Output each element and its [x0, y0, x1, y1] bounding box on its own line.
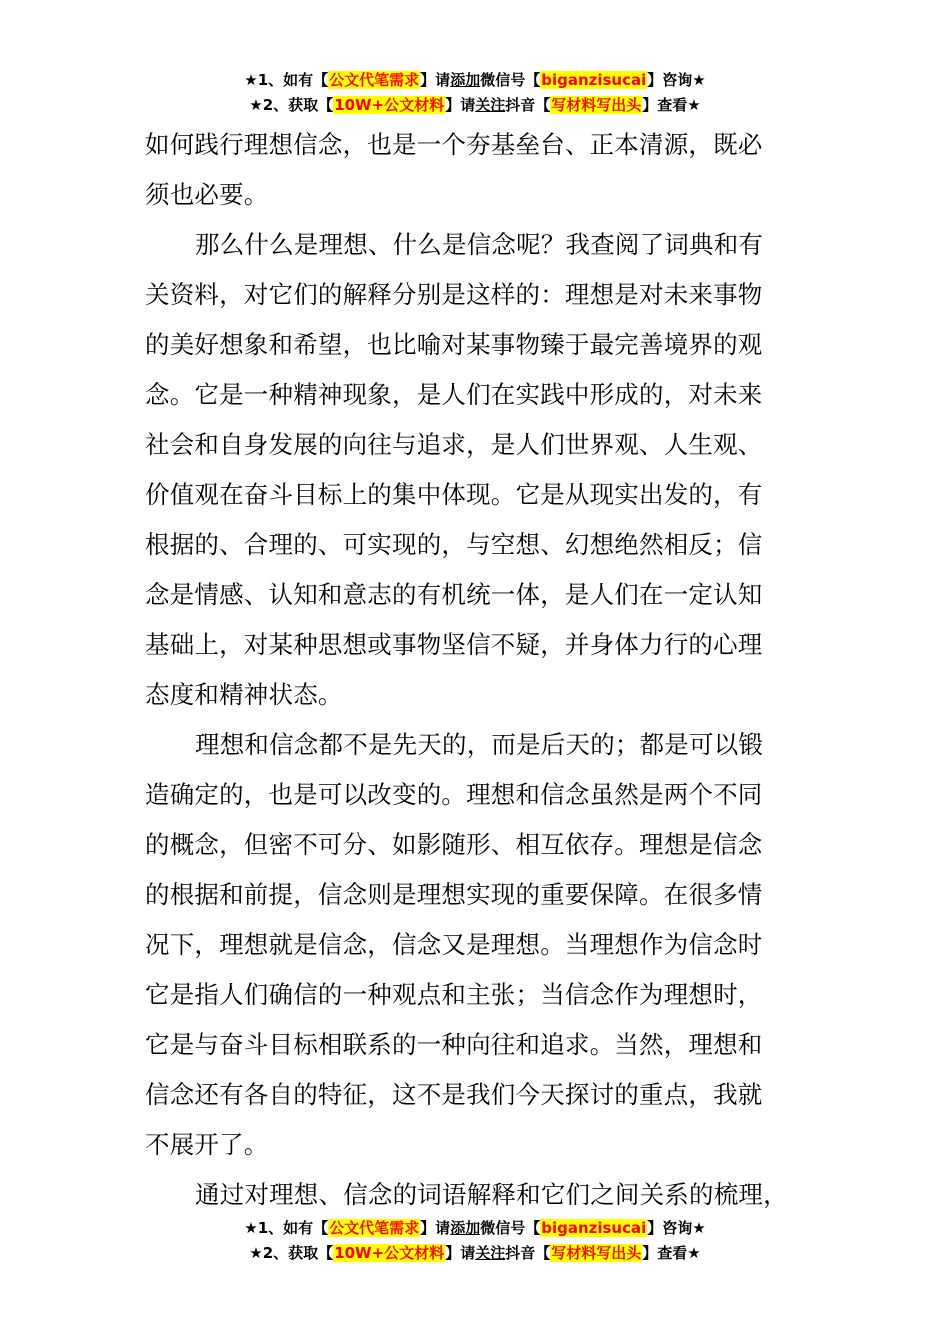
body-line: 念。它是一种精神现象，是人们在实践中形成的，对未来 [145, 380, 763, 409]
body-line: 那么什么是理想、什么是信念呢？我查阅了词典和有 [195, 230, 764, 259]
body-line: 理想和信念都不是先天的，而是后天的；都是可以锻 [195, 730, 764, 759]
banner-line-2 [0, 1241, 950, 1266]
underlined-text: 关注 [475, 96, 506, 114]
body-line: 的美好想象和希望，也比喻对某事物臻于最完善境界的观 [145, 330, 763, 359]
banner-line-1 [0, 1216, 950, 1241]
highlight-wechat-id: biganzisucai [541, 1219, 647, 1237]
body-line: 念是情感、认知和意志的有机统一体，是人们在一定认知 [145, 580, 763, 609]
banner-line-1 [0, 68, 950, 93]
banner-text: ★1、如有【 [244, 1219, 329, 1237]
highlight-wechat-id: biganzisucai [541, 71, 647, 89]
body-line: 基础上，对某种思想或事物坚信不疑，并身体力行的心理 [145, 630, 763, 659]
body-line: 况下，理想就是信念，信念又是理想。当理想作为信念时 [145, 930, 763, 959]
banner-text: 微信号【 [480, 71, 541, 89]
banner-text: 抖音【 [505, 1244, 551, 1262]
body-line: 如何践行理想信念，也是一个夯基垒台、正本清源，既必 [145, 130, 763, 159]
banner-text: ★2、获取【 [249, 1244, 334, 1262]
body-line: 根据的、合理的、可实现的，与空想、幻想绝然相反；信 [145, 530, 763, 559]
body-line: 它是与奋斗目标相联系的一种向往和追求。当然，理想和 [145, 1030, 763, 1059]
document-body [145, 120, 835, 1220]
banner-text: 】咨询★ [647, 1219, 706, 1237]
body-line: 的概念，但密不可分、如影随形、相互依存。理想是信念 [145, 830, 763, 859]
highlight-douyin-account: 写材料写出头 [551, 96, 642, 114]
banner-text: 微信号【 [480, 1219, 541, 1237]
body-line: 须也必要。 [145, 180, 269, 209]
banner-line-2 [0, 93, 950, 118]
underlined-text: 添加 [450, 71, 481, 89]
body-line: 关资料，对它们的解释分别是这样的：理想是对未来事物 [145, 280, 763, 309]
highlight-service: 公文代笔需求 [329, 71, 420, 89]
footer-banner [0, 1216, 950, 1266]
body-line: 信念还有各自的特征，这不是我们今天探讨的重点，我就 [145, 1080, 763, 1109]
body-line: 态度和精神状态。 [145, 680, 343, 709]
body-line: 社会和自身发展的向往与追求，是人们世界观、人生观、 [145, 430, 763, 459]
banner-text: ★2、获取【 [249, 96, 334, 114]
banner-text: 】查看★ [642, 1244, 701, 1262]
header-banner [0, 68, 950, 118]
banner-text: ★1、如有【 [244, 71, 329, 89]
body-line: 它是指人们确信的一种观点和主张；当信念作为理想时， [145, 980, 763, 1009]
body-line: 的根据和前提，信念则是理想实现的重要保障。在很多情 [145, 880, 763, 909]
banner-text: 】请 [420, 1219, 451, 1237]
body-line: 价值观在奋斗目标上的集中体现。它是从现实出发的，有 [145, 480, 763, 509]
body-line: 不展开了。 [145, 1130, 269, 1159]
underlined-text: 添加 [450, 1219, 481, 1237]
banner-text: 】咨询★ [647, 71, 706, 89]
banner-text: 】请 [420, 71, 451, 89]
highlight-materials: 10W+公文材料 [334, 1244, 445, 1262]
highlight-douyin-account: 写材料写出头 [551, 1244, 642, 1262]
underlined-text: 关注 [475, 1244, 506, 1262]
banner-text: 抖音【 [505, 96, 551, 114]
banner-text: 】查看★ [642, 96, 701, 114]
banner-text: 】请 [445, 1244, 476, 1262]
body-line: 造确定的，也是可以改变的。理想和信念虽然是两个不同 [145, 780, 763, 809]
highlight-materials: 10W+公文材料 [334, 96, 445, 114]
highlight-service: 公文代笔需求 [329, 1219, 420, 1237]
banner-text: 】请 [445, 96, 476, 114]
body-line: 通过对理想、信念的词语解释和它们之间关系的梳理， [195, 1180, 788, 1209]
